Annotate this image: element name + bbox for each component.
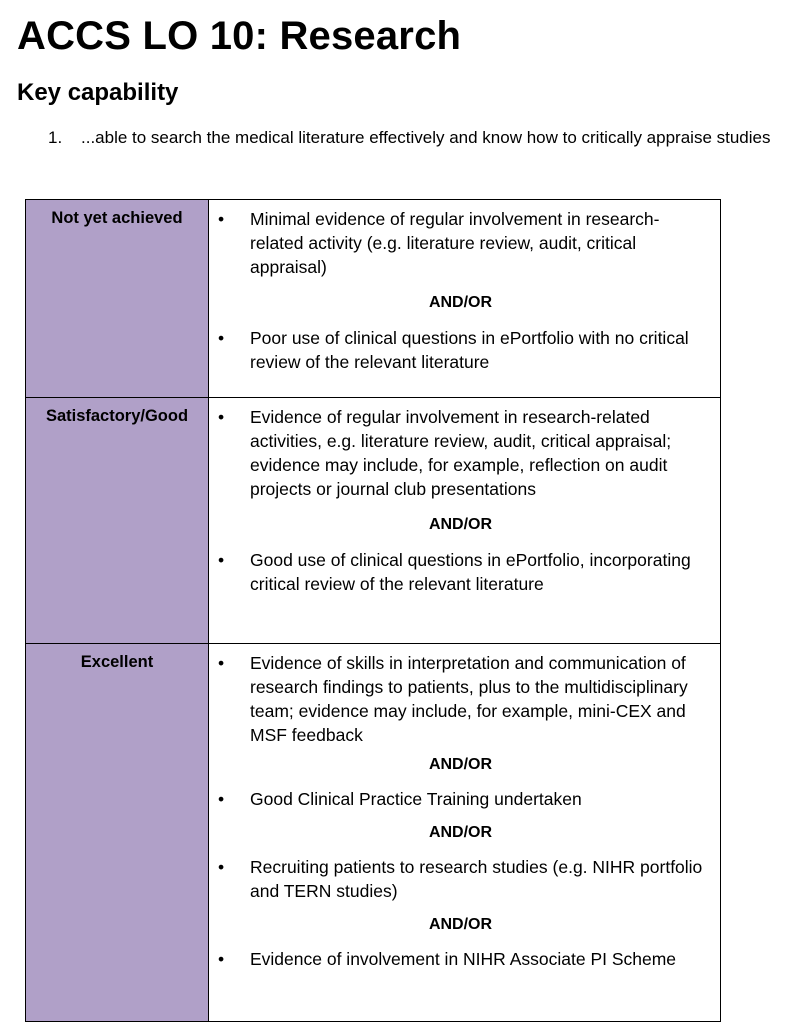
section-heading: Key capability (17, 79, 179, 106)
connector-label: AND/OR (428, 916, 493, 933)
level-cell: Excellent (26, 644, 209, 1022)
connector-label: AND/OR (428, 294, 493, 311)
criteria-item: • Evidence of involvement in NIHR Associate PI Scheme (218, 949, 677, 969)
table-row (26, 398, 721, 644)
connector-label: AND/OR (428, 756, 493, 773)
criteria-item: • Good Clinical Practice Training undertaken (218, 789, 582, 809)
bullet-icon: • (218, 550, 225, 570)
capability-text: ...able to search the medical literature effectively and know how to critically appraise studies (81, 128, 771, 147)
bullet-icon: • (218, 328, 225, 348)
bullet-icon: • (218, 209, 225, 229)
bullet-icon: • (218, 857, 225, 877)
bullet-icon: • (218, 407, 225, 427)
criteria-item: • Poor use of clinical questions in ePortfolio with no critical review of the relevant literature (218, 328, 689, 372)
table-row (26, 644, 721, 1022)
criteria-cell (209, 644, 721, 1022)
criteria-item: • Good use of clinical questions in ePortfolio, incorporating critical review of the relevant literature (218, 550, 691, 594)
criteria-item: • Minimal evidence of regular involvement in research-related activity (e.g. literature review, audit, critical appraisal) (218, 209, 660, 277)
bullet-icon: • (218, 789, 225, 809)
bullet-icon: • (218, 653, 225, 673)
connector-label: AND/OR (428, 824, 493, 841)
page-title: ACCS LO 10: Research (17, 14, 462, 58)
criteria-item: • Evidence of skills in interpretation and communication of research findings to patients, plus to the multidisciplinary team; evidence may include, for example, mini-CEX and MSF feedback (218, 653, 688, 745)
bullet-icon: • (218, 949, 225, 969)
table-row (26, 200, 721, 398)
level-cell: Satisfactory/Good (26, 398, 209, 644)
list-number: 1. (48, 128, 63, 147)
connector-label: AND/OR (428, 516, 493, 533)
assessment-table (25, 199, 721, 1022)
criteria-cell (209, 398, 721, 644)
level-cell: Not yet achieved (26, 200, 209, 398)
criteria-cell (209, 200, 721, 398)
criteria-item: • Evidence of regular involvement in research-related activities, e.g. literature review, audit, critical appraisal; evidence may include, for example, reflection on audit projects or journal club presentations (218, 407, 672, 499)
criteria-item: • Recruiting patients to research studies (e.g. NIHR portfolio and TERN studies) (218, 857, 703, 901)
